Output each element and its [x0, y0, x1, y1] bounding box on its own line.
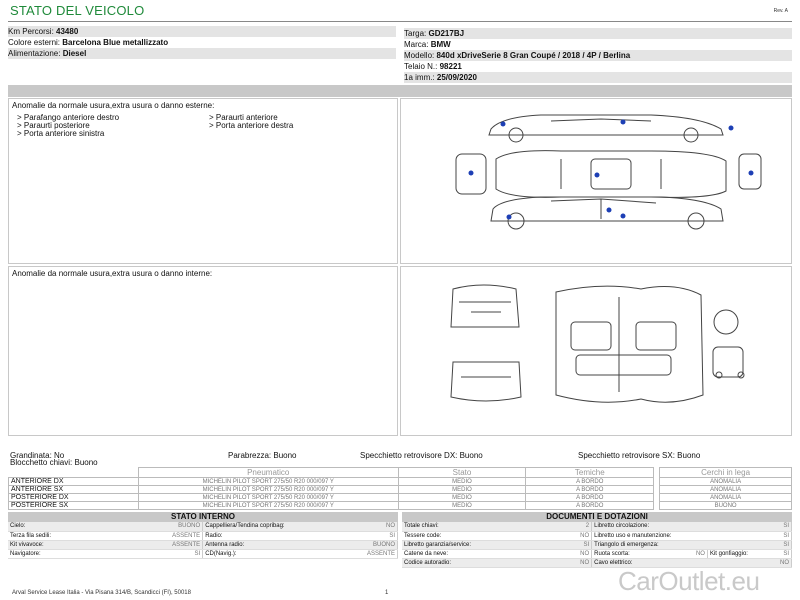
interior-car-diagram — [401, 267, 793, 437]
stato-interno-section — [8, 512, 398, 559]
stato-interno-title: STATO INTERNO — [8, 512, 398, 522]
footer-company: Arval Service Lease Italia - Via Pisana 314/B, Scandicci (FI), 50018 — [12, 590, 191, 596]
table-row — [402, 549, 792, 558]
km-value: 43480 — [56, 27, 79, 36]
cell-label: Libretto uso e manutenzione: — [592, 531, 689, 540]
header-divider — [8, 21, 792, 22]
brand-row — [404, 39, 792, 50]
section-divider-bar — [8, 85, 792, 97]
damage-marker — [729, 126, 734, 131]
external-damage-list-1 — [17, 114, 119, 138]
tire-temiche: A BORDO — [526, 486, 654, 494]
tire-cerchi: BUONO — [660, 502, 792, 510]
cell-label: Totale chiavi: — [402, 522, 494, 531]
cell-label: Triangolo di emergenza: — [592, 540, 689, 549]
damage-marker — [621, 214, 626, 219]
tire-position: POSTERIORE SX — [9, 502, 139, 510]
tire-stato: MEDIO — [398, 478, 526, 486]
tire-stato: MEDIO — [398, 486, 526, 494]
documenti-section — [402, 512, 792, 568]
tires-header-pneumatico: Pneumatico — [138, 468, 398, 478]
cell-value: NO — [689, 549, 707, 558]
cell-value: NO — [689, 558, 792, 567]
damage-marker — [607, 208, 612, 213]
plate-row — [404, 28, 792, 39]
table-row — [8, 540, 398, 549]
tires-header-stato: Stato — [398, 468, 526, 478]
table-row — [8, 531, 398, 540]
table-row — [402, 522, 792, 531]
damage-item: > Parafango anteriore destro — [17, 113, 120, 122]
model-label: Modello: — [404, 51, 435, 60]
external-diagram-panel — [400, 98, 792, 264]
cell-label: Cavo elettrico: — [592, 558, 689, 567]
exterior-car-diagram — [401, 99, 793, 265]
brand-value: BMW — [430, 40, 451, 49]
cell-label: Kit vivavoce: — [8, 540, 98, 549]
table-row — [402, 540, 792, 549]
chassis-label: Telaio N.: — [404, 62, 438, 71]
tire-cerchi: ANOMALIA — [660, 494, 792, 502]
damage-item: > Porta anteriore destra — [209, 121, 294, 130]
table-row — [9, 486, 792, 494]
table-row — [9, 502, 792, 510]
tire-temiche: A BORDO — [526, 502, 654, 510]
plate-label: Targa: — [404, 29, 427, 38]
tire-position: ANTERIORE SX — [9, 486, 139, 494]
km-row — [8, 26, 396, 37]
color-label: Colore esterni: — [8, 38, 61, 47]
cell-label: Libretto garanzia/service: — [402, 540, 494, 549]
documenti-title: DOCUMENTI E DOTAZIONI — [402, 512, 792, 522]
damage-marker — [507, 215, 512, 220]
external-damage-panel — [8, 98, 398, 264]
documenti-table — [402, 522, 792, 568]
damage-marker — [621, 120, 626, 125]
tire-stato: MEDIO — [398, 502, 526, 510]
color-row — [8, 37, 396, 48]
cell-value: SI — [494, 540, 591, 549]
tire-model: MICHELIN PILOT SPORT 275/50 R20 000/097 Y — [138, 502, 398, 510]
damage-marker — [469, 171, 474, 176]
tires-header-cerchi: Cerchi in lega — [660, 468, 792, 478]
stato-interno-table — [8, 522, 398, 559]
cell-label: Radio: — [203, 531, 323, 540]
cell-value: SI — [689, 540, 792, 549]
revision-label: Rev. A — [773, 8, 788, 14]
internal-damage-title: Anomalie da normale usura,extra usura o danno interne: — [12, 269, 213, 278]
cell-label: Ruota scorta: — [592, 549, 689, 558]
table-row — [402, 531, 792, 540]
cell-label: Terza fila sedili: — [8, 531, 98, 540]
external-damage-list-2 — [209, 114, 293, 130]
internal-diagram-panel — [400, 266, 792, 436]
page-number: 1 — [385, 590, 389, 596]
model-value: 840d xDriveSerie 8 Gran Coupé / 2018 / 4P / Berlina — [436, 51, 631, 60]
cell-label: Cielo: — [8, 522, 98, 531]
damage-item: > Porta anteriore sinistra — [17, 129, 105, 138]
brand-label: Marca: — [404, 40, 429, 49]
tire-cerchi: ANOMALIA — [660, 486, 792, 494]
parabrezza: Parabrezza: Buono — [228, 451, 297, 460]
cell-label: Antenna radio: — [203, 540, 323, 549]
tires-header-temiche: Temiche — [526, 468, 654, 478]
cell-value: NO — [494, 531, 591, 540]
table-row — [8, 522, 398, 531]
table-row — [9, 478, 792, 486]
table-row — [8, 549, 398, 558]
tires-header-row — [9, 468, 792, 478]
tire-temiche: A BORDO — [526, 478, 654, 486]
cell-value: SI — [689, 522, 792, 531]
model-row — [404, 50, 792, 61]
cell-value: ASSENTE — [98, 531, 203, 540]
registration-value: 25/09/2020 — [436, 73, 477, 82]
tire-model: MICHELIN PILOT SPORT 275/50 R20 000/097 Y — [138, 486, 398, 494]
cell-value: SI — [765, 549, 792, 558]
blocchetto: Blocchetto chiavi: Buono — [10, 458, 98, 467]
grandinata: Grandinata: No — [10, 451, 65, 460]
registration-row — [404, 72, 792, 83]
tire-position: ANTERIORE DX — [9, 478, 139, 486]
external-damage-title: Anomalie da normale usura,extra usura o danno esterne: — [12, 101, 215, 110]
cell-value: NO — [494, 558, 591, 567]
km-label: Km Percorsi: — [8, 27, 54, 36]
tire-stato: MEDIO — [398, 494, 526, 502]
damage-marker — [749, 171, 754, 176]
cell-value: SI — [689, 531, 792, 540]
damage-item: > Paraurti posteriore — [17, 121, 90, 130]
fuel-value: Diesel — [62, 49, 87, 58]
cell-value: SI — [98, 549, 203, 558]
tire-model: MICHELIN PILOT SPORT 275/50 R20 000/097 Y — [138, 494, 398, 502]
cell-label: Navigatore: — [8, 549, 98, 558]
cell-value: 2 — [494, 522, 591, 531]
chassis-row — [404, 61, 792, 72]
cell-label: Codice autoradio: — [402, 558, 494, 567]
cell-value: NO — [494, 549, 591, 558]
watermark-logo: CarOutlet.eu — [618, 566, 760, 596]
cell-value: ASSENTE — [98, 540, 203, 549]
damage-marker — [501, 122, 506, 127]
damage-item: > Paraurti anteriore — [209, 113, 278, 122]
tire-position: POSTERIORE DX — [9, 494, 139, 502]
cell-label: Libretto circolazione: — [592, 522, 689, 531]
cell-label: Kit gonfiaggio: — [707, 549, 764, 558]
specchietto-dx: Specchietto retrovisore DX: Buono — [360, 451, 483, 460]
registration-label: 1a imm.: — [404, 73, 435, 82]
tire-cerchi: ANOMALIA — [660, 478, 792, 486]
tires-table — [8, 467, 792, 510]
cell-value: SI — [323, 531, 398, 540]
cell-label: CD(Navig.): — [203, 549, 323, 558]
cell-value: BUONO — [98, 522, 203, 531]
tire-temiche: A BORDO — [526, 494, 654, 502]
cell-value: NO — [323, 522, 398, 531]
internal-damage-panel — [8, 266, 398, 436]
color-value: Barcelona Blue metallizzato — [62, 38, 169, 47]
table-row — [9, 494, 792, 502]
cell-value: ASSENTE — [323, 549, 398, 558]
damage-marker — [595, 173, 600, 178]
cell-label: Tessere code: — [402, 531, 494, 540]
cell-value: BUONO — [323, 540, 398, 549]
fuel-row — [8, 48, 396, 59]
cell-label: Catene da neve: — [402, 549, 494, 558]
specchietto-sx: Specchietto retrovisore SX: Buono — [578, 451, 701, 460]
page-title: STATO DEL VEICOLO — [10, 3, 145, 18]
chassis-value: 98221 — [439, 62, 462, 71]
fuel-label: Alimentazione: — [8, 49, 61, 58]
cell-label: Cappelliera/Tendina copribag: — [203, 522, 323, 531]
plate-value: GD217BJ — [428, 29, 465, 38]
tire-model: MICHELIN PILOT SPORT 275/50 R20 000/097 Y — [138, 478, 398, 486]
